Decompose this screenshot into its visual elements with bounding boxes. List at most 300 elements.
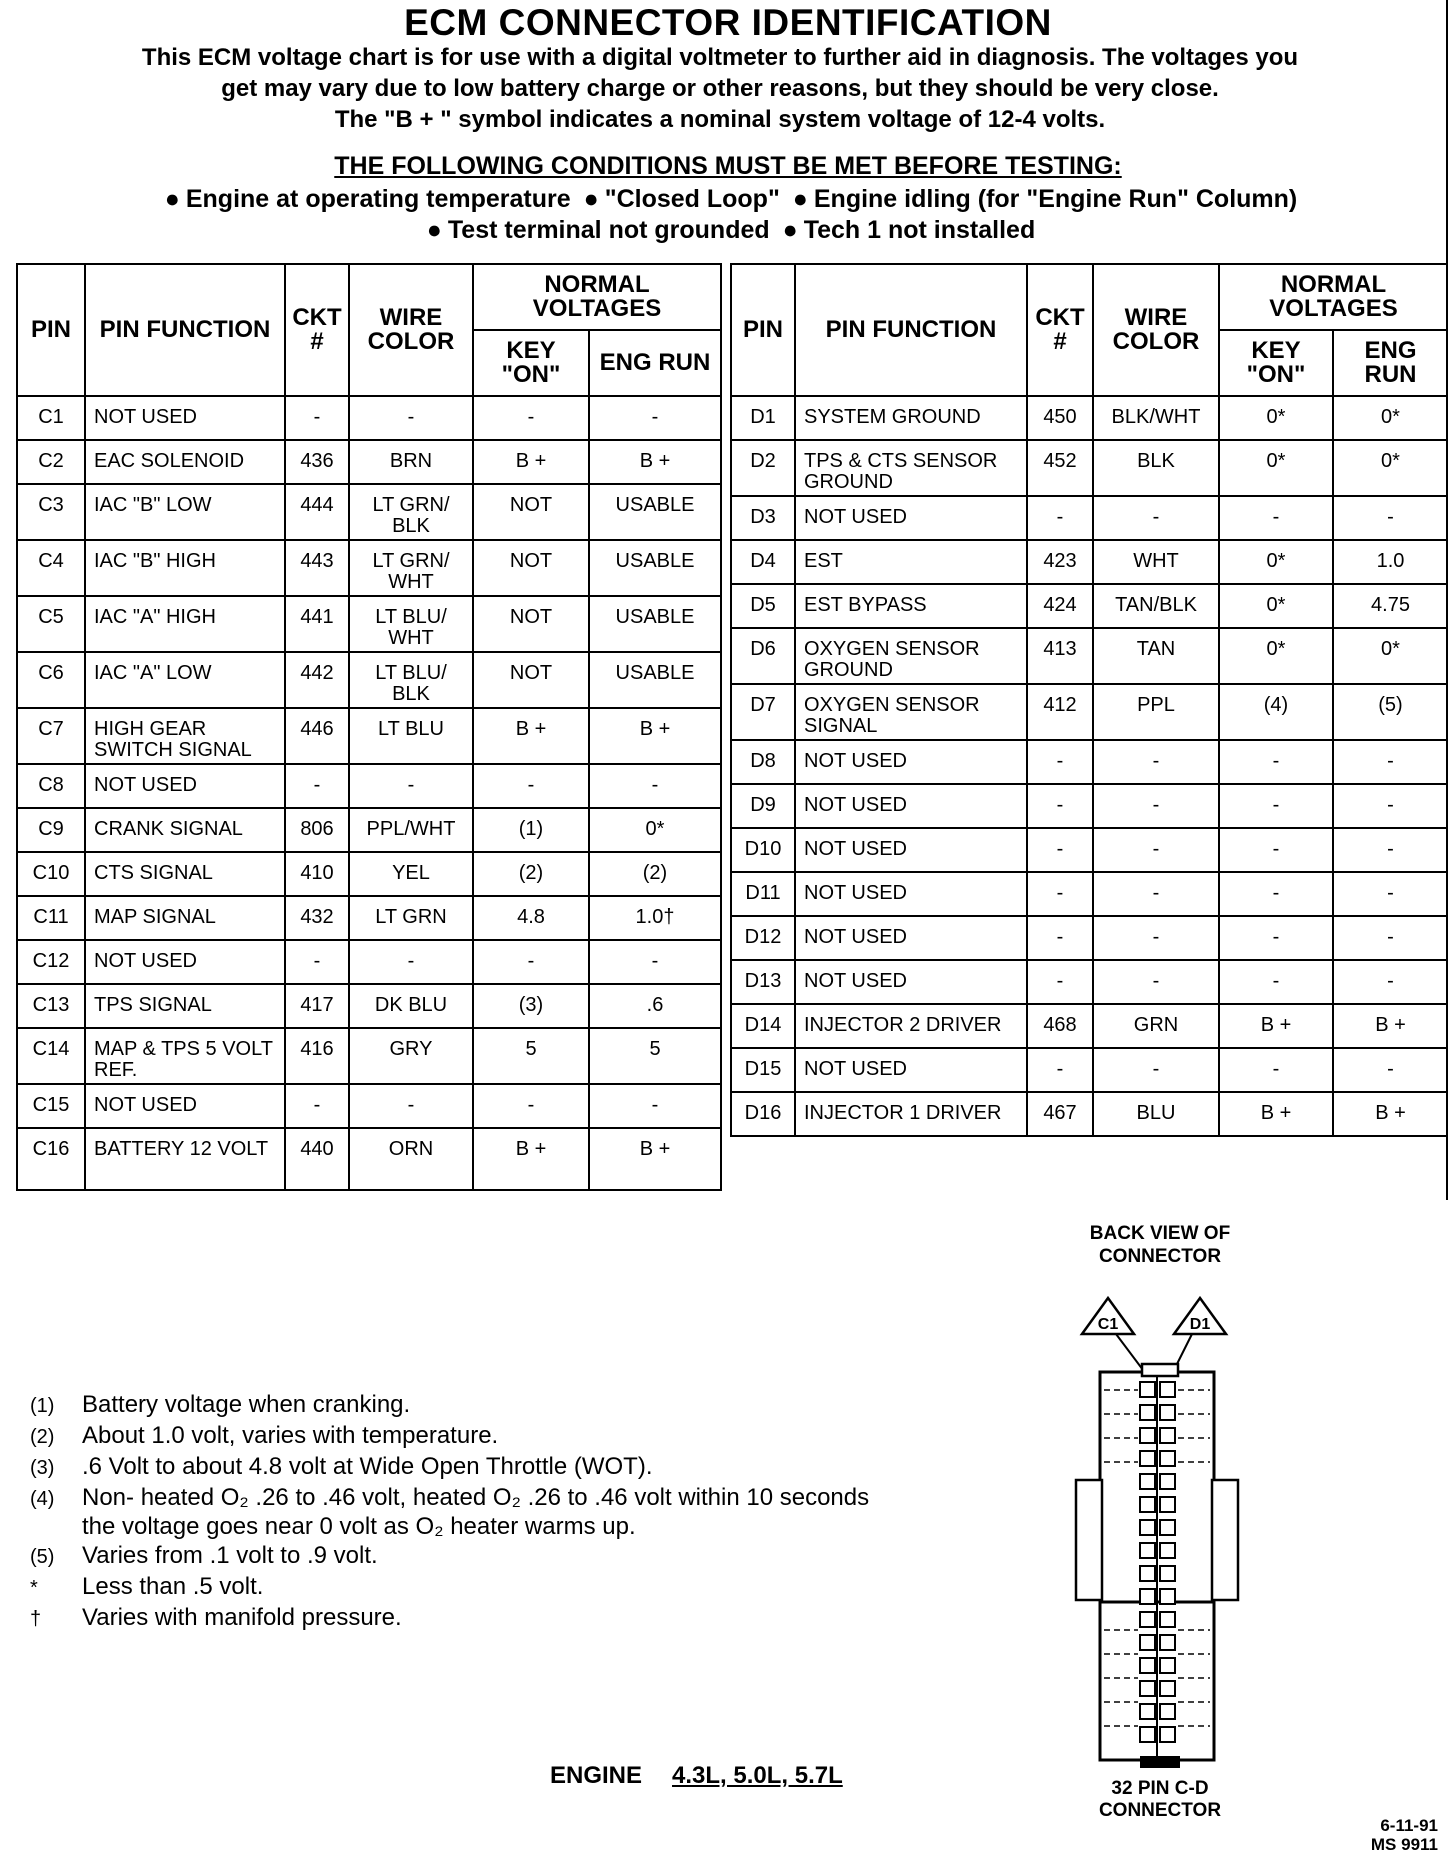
table-row — [17, 940, 721, 984]
bullet-icon: ● — [426, 216, 442, 244]
wire-color-cell: LT BLU — [349, 708, 473, 764]
key-on-cell: - — [1219, 828, 1333, 872]
footnote-text: Battery voltage when cranking. — [82, 1391, 411, 1418]
function-cell: NOT USED — [795, 916, 1027, 960]
table-row — [731, 396, 1447, 440]
table-row — [17, 596, 721, 652]
pin-cavity-c — [1140, 1543, 1155, 1558]
function-cell: NOT USED — [85, 1084, 285, 1128]
footnote-text: Varies from .1 volt to .9 volt. — [82, 1542, 378, 1569]
pin-cell: C10 — [17, 852, 85, 896]
key-on-cell: 4.8 — [473, 896, 589, 940]
header-key-on: KEY "ON" — [473, 330, 589, 396]
function-cell: NOT USED — [795, 784, 1027, 828]
key-on-cell: NOT — [473, 540, 589, 596]
eng-run-cell: - — [1333, 872, 1447, 916]
table-row — [731, 740, 1447, 784]
table-row — [17, 808, 721, 852]
key-on-cell: - — [1219, 784, 1333, 828]
function-cell: INJECTOR 2 DRIVER — [795, 1004, 1027, 1048]
wire-color-cell: LT BLU/ BLK — [349, 652, 473, 708]
wire-color-cell: - — [349, 764, 473, 808]
header-wire-color: WIRE COLOR — [1093, 264, 1219, 396]
pin-table-c — [16, 263, 722, 1191]
key-on-cell: 0* — [1219, 396, 1333, 440]
intro-paragraph — [20, 42, 1420, 135]
wire-color-cell: - — [349, 396, 473, 440]
key-on-cell: - — [1219, 1048, 1333, 1092]
condition-item: Tech 1 not installed — [803, 216, 1036, 244]
pin-cell: C8 — [17, 764, 85, 808]
table-row — [17, 764, 721, 808]
ckt-cell: 452 — [1027, 440, 1093, 496]
eng-run-cell: - — [589, 940, 721, 984]
pin-cavity-c — [1140, 1566, 1155, 1581]
table-row — [17, 1128, 721, 1190]
pin-table-d — [730, 263, 1447, 1137]
table-row — [731, 540, 1447, 584]
wire-color-cell: WHT — [1093, 540, 1219, 584]
wire-color-cell: - — [1093, 740, 1219, 784]
key-on-cell: B + — [473, 440, 589, 484]
table-row — [731, 440, 1447, 496]
pin-cavity-d — [1160, 1612, 1175, 1627]
bullet-icon: ● — [792, 185, 808, 213]
table-row — [731, 1092, 1447, 1136]
function-cell: MAP SIGNAL — [85, 896, 285, 940]
key-on-cell: B + — [473, 1128, 589, 1190]
function-cell: CRANK SIGNAL — [85, 808, 285, 852]
function-cell: NOT USED — [85, 940, 285, 984]
condition-item: "Closed Loop" — [604, 185, 780, 213]
eng-run-cell: 0* — [589, 808, 721, 852]
ckt-cell: - — [1027, 740, 1093, 784]
footnote — [30, 1603, 890, 1634]
function-cell: NOT USED — [795, 740, 1027, 784]
function-cell: NOT USED — [85, 396, 285, 440]
key-on-cell: - — [1219, 872, 1333, 916]
ckt-cell: - — [1027, 496, 1093, 540]
eng-run-cell: .6 — [589, 984, 721, 1028]
pin-cavity-c — [1140, 1589, 1155, 1604]
eng-run-cell: USABLE — [589, 652, 721, 708]
eng-run-cell: B + — [1333, 1092, 1447, 1136]
d1-marker-label: D1 — [1189, 1316, 1211, 1333]
condition-item: Engine at operating temperature — [185, 185, 571, 213]
table-row — [17, 1084, 721, 1128]
header-pin-function: PIN FUNCTION — [795, 264, 1027, 396]
ckt-cell: - — [285, 396, 349, 440]
key-on-cell: 0* — [1219, 540, 1333, 584]
header-wire-color: WIRE COLOR — [349, 264, 473, 396]
function-cell: TPS & CTS SENSOR GROUND — [795, 440, 1027, 496]
connector-diagram — [1060, 1290, 1260, 1780]
table-row — [731, 916, 1447, 960]
key-on-cell: B + — [1219, 1092, 1333, 1136]
function-cell: IAC "B" HIGH — [85, 540, 285, 596]
wire-color-cell: LT GRN/ WHT — [349, 540, 473, 596]
wire-color-cell: LT BLU/ WHT — [349, 596, 473, 652]
wire-color-cell: BLU — [1093, 1092, 1219, 1136]
table-row — [17, 484, 721, 540]
ckt-cell: 444 — [285, 484, 349, 540]
footnote-mark: (3) — [30, 1457, 55, 1479]
ckt-cell: - — [285, 940, 349, 984]
function-cell: CTS SIGNAL — [85, 852, 285, 896]
wire-color-cell: TAN/BLK — [1093, 584, 1219, 628]
wire-color-cell: BLK/WHT — [1093, 396, 1219, 440]
document-code: MS 9911 — [1370, 1835, 1438, 1854]
pin-cell: C5 — [17, 596, 85, 652]
ckt-cell: 468 — [1027, 1004, 1093, 1048]
page-title: ECM CONNECTOR IDENTIFICATION — [404, 2, 1052, 43]
intro-line: This ECM voltage chart is for use with a digital voltmeter to further aid in diagnosis. The voltages you — [141, 44, 1299, 71]
table-row — [731, 684, 1447, 740]
engine-line — [550, 1762, 843, 1790]
function-cell: NOT USED — [795, 872, 1027, 916]
eng-run-cell: 0* — [1333, 396, 1447, 440]
eng-run-cell: - — [1333, 960, 1447, 1004]
header-eng-run: ENG RUN — [589, 330, 721, 396]
pin-cavity-d — [1160, 1727, 1175, 1742]
key-on-cell: (1) — [473, 808, 589, 852]
function-cell: INJECTOR 1 DRIVER — [795, 1092, 1027, 1136]
pin-cavity-c — [1140, 1497, 1155, 1512]
bullet-icon: ● — [583, 185, 599, 213]
ckt-cell: - — [1027, 784, 1093, 828]
ckt-cell: 441 — [285, 596, 349, 652]
pin-cavity-d — [1160, 1474, 1175, 1489]
header-key-on: KEY "ON" — [1219, 330, 1333, 396]
key-on-cell: - — [473, 1084, 589, 1128]
function-cell: SYSTEM GROUND — [795, 396, 1027, 440]
pin-cavity-d — [1160, 1405, 1175, 1420]
pin-cell: D7 — [731, 684, 795, 740]
connector-top-key — [1142, 1364, 1178, 1376]
footnote-mark: † — [30, 1608, 42, 1630]
footnote — [30, 1452, 890, 1483]
footnote-mark: * — [30, 1577, 38, 1599]
eng-run-cell: (5) — [1333, 684, 1447, 740]
header-pin-function: PIN FUNCTION — [85, 264, 285, 396]
footnote-mark: (1) — [30, 1395, 55, 1417]
pin-cavity-d — [1160, 1382, 1175, 1397]
key-on-cell: B + — [473, 708, 589, 764]
eng-run-cell: B + — [589, 440, 721, 484]
table-row — [731, 828, 1447, 872]
connector-side-latch-left — [1076, 1480, 1102, 1600]
ckt-cell: 417 — [285, 984, 349, 1028]
eng-run-cell: - — [589, 1084, 721, 1128]
footnote-text: .6 Volt to about 4.8 volt at Wide Open Throttle (WOT). — [82, 1453, 653, 1480]
c1-marker-label: C1 — [1097, 1316, 1119, 1333]
table-row — [17, 708, 721, 764]
pin-table-c-body — [17, 396, 721, 1190]
function-cell: EST BYPASS — [795, 584, 1027, 628]
condition-item: Test terminal not grounded — [447, 216, 770, 244]
eng-run-cell: USABLE — [589, 596, 721, 652]
pin-cell: C16 — [17, 1128, 85, 1190]
eng-run-cell: - — [1333, 916, 1447, 960]
key-on-cell: (3) — [473, 984, 589, 1028]
ckt-cell: 424 — [1027, 584, 1093, 628]
table-row — [731, 1004, 1447, 1048]
footnote-mark: (2) — [30, 1426, 55, 1448]
ckt-cell: 432 — [285, 896, 349, 940]
eng-run-cell: 5 — [589, 1028, 721, 1084]
ckt-cell: 450 — [1027, 396, 1093, 440]
eng-run-cell: 1.0† — [589, 896, 721, 940]
key-on-cell: NOT — [473, 596, 589, 652]
wire-color-cell: - — [1093, 960, 1219, 1004]
ckt-cell: - — [1027, 960, 1093, 1004]
ckt-cell: 412 — [1027, 684, 1093, 740]
pin-cell: C7 — [17, 708, 85, 764]
pin-cell: C9 — [17, 808, 85, 852]
wire-color-cell: GRY — [349, 1028, 473, 1084]
header-ckt: CKT # — [285, 264, 349, 396]
function-cell: EST — [795, 540, 1027, 584]
conditions-list — [0, 184, 1456, 246]
ckt-cell: 446 — [285, 708, 349, 764]
key-on-cell: 0* — [1219, 584, 1333, 628]
ckt-cell: 443 — [285, 540, 349, 596]
ckt-cell: - — [285, 1084, 349, 1128]
wire-color-cell: - — [349, 1084, 473, 1128]
engine-values: 4.3L, 5.0L, 5.7L — [672, 1762, 843, 1789]
pin-cavity-c — [1140, 1658, 1155, 1673]
pin-cell: D10 — [731, 828, 795, 872]
footnotes — [30, 1390, 890, 1634]
eng-run-cell: 0* — [1333, 628, 1447, 684]
pin-cell: D11 — [731, 872, 795, 916]
wire-color-cell: - — [1093, 1048, 1219, 1092]
connector-caption: 32 PIN C-D CONNECTOR — [1098, 1778, 1222, 1821]
pin-cell: C13 — [17, 984, 85, 1028]
wire-color-cell: - — [1093, 784, 1219, 828]
pin-cell: D6 — [731, 628, 795, 684]
function-cell: NOT USED — [795, 960, 1027, 1004]
pin-cell: C3 — [17, 484, 85, 540]
table-row — [731, 784, 1447, 828]
wire-color-cell: BLK — [1093, 440, 1219, 496]
table-row — [17, 984, 721, 1028]
eng-run-cell: 0* — [1333, 440, 1447, 496]
key-on-cell: 0* — [1219, 440, 1333, 496]
wire-color-cell: PPL/WHT — [349, 808, 473, 852]
footnote — [30, 1572, 890, 1603]
pin-cell: C11 — [17, 896, 85, 940]
ckt-cell: 806 — [285, 808, 349, 852]
wire-color-cell: - — [1093, 828, 1219, 872]
function-cell: NOT USED — [795, 828, 1027, 872]
conditions-heading: THE FOLLOWING CONDITIONS MUST BE MET BEFORE TESTING: — [334, 152, 1122, 180]
eng-run-cell: 1.0 — [1333, 540, 1447, 584]
ckt-cell: 436 — [285, 440, 349, 484]
pin-cavity-c — [1140, 1405, 1155, 1420]
pin-cell: D8 — [731, 740, 795, 784]
pin-cell: D12 — [731, 916, 795, 960]
pin-cavity-d — [1160, 1704, 1175, 1719]
header-eng-run: ENG RUN — [1333, 330, 1447, 396]
pin-cell: C15 — [17, 1084, 85, 1128]
wire-color-cell: YEL — [349, 852, 473, 896]
pin-cavity-c — [1140, 1382, 1155, 1397]
pin-cell: D1 — [731, 396, 795, 440]
function-cell: IAC "A" LOW — [85, 652, 285, 708]
pin-cavity-c — [1140, 1635, 1155, 1650]
function-cell: OXYGEN SENSOR SIGNAL — [795, 684, 1027, 740]
pin-cell: C2 — [17, 440, 85, 484]
pin-cell: D5 — [731, 584, 795, 628]
footnote — [30, 1421, 890, 1452]
eng-run-cell: - — [589, 396, 721, 440]
eng-run-cell: B + — [589, 1128, 721, 1190]
pin-cavity-c — [1140, 1474, 1155, 1489]
eng-run-cell: - — [1333, 828, 1447, 872]
connector-label: BACK VIEW OF CONNECTOR — [1089, 1223, 1231, 1267]
ckt-cell: 410 — [285, 852, 349, 896]
key-on-cell: - — [1219, 916, 1333, 960]
key-on-cell: - — [473, 396, 589, 440]
footnote-mark: (4) — [30, 1488, 55, 1510]
pin-cell: D3 — [731, 496, 795, 540]
header-normal-voltages: NORMAL VOLTAGES — [473, 264, 721, 330]
table-row — [731, 872, 1447, 916]
wire-color-cell: GRN — [1093, 1004, 1219, 1048]
eng-run-cell: USABLE — [589, 540, 721, 596]
ckt-cell: 413 — [1027, 628, 1093, 684]
footnote — [30, 1541, 890, 1572]
pin-cavity-c — [1140, 1704, 1155, 1719]
pin-cavity-c — [1140, 1451, 1155, 1466]
function-cell: IAC "B" LOW — [85, 484, 285, 540]
wire-color-cell: TAN — [1093, 628, 1219, 684]
key-on-cell: NOT — [473, 652, 589, 708]
eng-run-cell: - — [1333, 784, 1447, 828]
function-cell: EAC SOLENOID — [85, 440, 285, 484]
function-cell: BATTERY 12 VOLT — [85, 1128, 285, 1190]
eng-run-cell: - — [1333, 496, 1447, 540]
eng-run-cell: USABLE — [589, 484, 721, 540]
function-cell: MAP & TPS 5 VOLT REF. — [85, 1028, 285, 1084]
table-row — [731, 584, 1447, 628]
pin-cavity-d — [1160, 1543, 1175, 1558]
header-pin: PIN — [17, 264, 85, 396]
table-row — [17, 1028, 721, 1084]
table-row — [731, 960, 1447, 1004]
function-cell: NOT USED — [85, 764, 285, 808]
wire-color-cell: - — [349, 940, 473, 984]
footnote-text: Less than .5 volt. — [82, 1573, 264, 1600]
footnote — [30, 1483, 890, 1541]
pin-cavity-d — [1160, 1520, 1175, 1535]
function-cell: NOT USED — [795, 1048, 1027, 1092]
key-on-cell: (4) — [1219, 684, 1333, 740]
table-row — [17, 652, 721, 708]
key-on-cell: - — [473, 764, 589, 808]
function-cell: OXYGEN SENSOR GROUND — [795, 628, 1027, 684]
ckt-cell: - — [1027, 872, 1093, 916]
pin-cell: D14 — [731, 1004, 795, 1048]
key-on-cell: 5 — [473, 1028, 589, 1084]
ckt-cell: 423 — [1027, 540, 1093, 584]
bullet-icon: ● — [164, 185, 180, 213]
pin-cavity-d — [1160, 1681, 1175, 1696]
pin-cell: D13 — [731, 960, 795, 1004]
pin-cell: D15 — [731, 1048, 795, 1092]
pin-cavity-d — [1160, 1428, 1175, 1443]
pin-cavity-d — [1160, 1589, 1175, 1604]
pin-cell: D9 — [731, 784, 795, 828]
pin-cavity-c — [1140, 1612, 1155, 1627]
pin-cell: D2 — [731, 440, 795, 496]
wire-color-cell: LT GRN/ BLK — [349, 484, 473, 540]
ckt-cell: - — [1027, 828, 1093, 872]
eng-run-cell: B + — [589, 708, 721, 764]
wire-color-cell: DK BLU — [349, 984, 473, 1028]
connector-side-latch-right — [1212, 1480, 1238, 1600]
intro-line: get may vary due to low battery charge or other reasons, but they should be very close. — [221, 75, 1219, 102]
key-on-cell: - — [1219, 496, 1333, 540]
table-row — [17, 396, 721, 440]
key-on-cell: - — [1219, 960, 1333, 1004]
condition-item: Engine idling (for "Engine Run" Column) — [813, 185, 1298, 213]
pin-cavity-d — [1160, 1451, 1175, 1466]
bullet-icon: ● — [782, 216, 798, 244]
header-ckt: CKT # — [1027, 264, 1093, 396]
key-on-cell: B + — [1219, 1004, 1333, 1048]
pin-cell: D16 — [731, 1092, 795, 1136]
ckt-cell: 440 — [285, 1128, 349, 1190]
pin-cavity-d — [1160, 1566, 1175, 1581]
eng-run-cell: - — [1333, 740, 1447, 784]
pin-cavity-c — [1140, 1681, 1155, 1696]
pin-cell: C6 — [17, 652, 85, 708]
pin-cell: C12 — [17, 940, 85, 984]
pin-cavity-d — [1160, 1635, 1175, 1650]
footnote-text: Varies with manifold pressure. — [82, 1604, 402, 1631]
document-stamp — [1371, 1816, 1438, 1854]
pin-cavity-d — [1160, 1497, 1175, 1512]
wire-color-cell: LT GRN — [349, 896, 473, 940]
header-pin: PIN — [731, 264, 795, 396]
wire-color-cell: - — [1093, 496, 1219, 540]
ckt-cell: 442 — [285, 652, 349, 708]
function-cell: IAC "A" HIGH — [85, 596, 285, 652]
intro-line: The "B + " symbol indicates a nominal system voltage of 12-4 volts. — [334, 106, 1106, 133]
footnote — [30, 1390, 890, 1421]
wire-color-cell: PPL — [1093, 684, 1219, 740]
key-on-cell: NOT — [473, 484, 589, 540]
footnote-text: Non- heated O₂ .26 to .46 volt, heated O₂ .26 to .46 volt within 10 seconds the voltage goes near 0 volt as O₂ heater warms up. — [82, 1484, 870, 1540]
function-cell: HIGH GEAR SWITCH SIGNAL — [85, 708, 285, 764]
footnote-mark: (5) — [30, 1546, 55, 1568]
wire-color-cell: ORN — [349, 1128, 473, 1190]
ckt-cell: - — [1027, 916, 1093, 960]
table-row — [17, 540, 721, 596]
table-row — [731, 496, 1447, 540]
table-row — [731, 628, 1447, 684]
table-row — [17, 896, 721, 940]
ckt-cell: 467 — [1027, 1092, 1093, 1136]
function-cell: NOT USED — [795, 496, 1027, 540]
table-row — [731, 1048, 1447, 1092]
eng-run-cell: 4.75 — [1333, 584, 1447, 628]
eng-run-cell: - — [1333, 1048, 1447, 1092]
pin-cell: C14 — [17, 1028, 85, 1084]
pin-cavity-d — [1160, 1658, 1175, 1673]
